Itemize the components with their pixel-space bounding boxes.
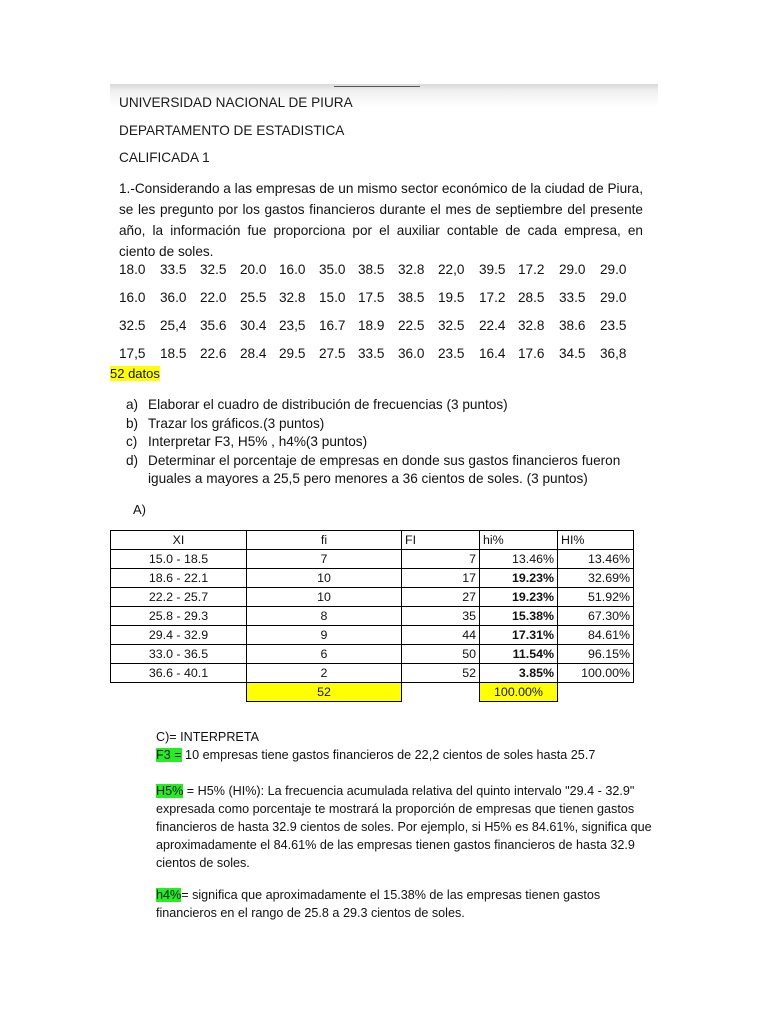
data-value: 38.5: [398, 290, 425, 305]
cumulative-frequency-cell: 17: [402, 569, 480, 588]
data-value: 27.5: [319, 346, 346, 361]
data-value: 22.6: [200, 346, 227, 361]
cumulative-frequency-cell: 27: [402, 588, 480, 607]
table-row: [111, 550, 634, 569]
h5-tag: H5%: [156, 784, 184, 798]
header-fi-cumulative: FI: [402, 531, 480, 550]
data-value: 29.0: [600, 290, 627, 305]
question-item: [126, 433, 646, 452]
cumulative-relative-percent-cell: 13.46%: [558, 550, 634, 569]
data-value: 17.5: [358, 290, 385, 305]
data-value: 33.5: [559, 290, 586, 305]
data-value: 32.8: [279, 290, 306, 305]
data-value: 34.5: [559, 346, 586, 361]
h4-interpretation: [156, 886, 666, 922]
question-text: Elaborar el cuadro de distribución de frecuencias (3 puntos): [148, 397, 508, 412]
data-value: 18.9: [358, 318, 385, 333]
relative-frequency-percent-cell: 3.85%: [480, 664, 558, 683]
table-row: [111, 626, 634, 645]
absolute-frequency-cell: 6: [247, 645, 402, 664]
table-total-row: [111, 683, 634, 702]
data-value: 36.0: [398, 346, 425, 361]
table-row: [111, 645, 634, 664]
data-value: 17.2: [479, 290, 506, 305]
table-row: [111, 569, 634, 588]
interpretation-title: C)= INTERPRETA: [156, 730, 259, 744]
header-hi-percent: hi%: [480, 531, 558, 550]
data-value: 28.4: [240, 346, 267, 361]
data-row: [119, 262, 659, 280]
absolute-frequency-cell: 10: [247, 588, 402, 607]
data-value: 17.2: [518, 262, 545, 277]
cumulative-relative-percent-cell: 100.00%: [558, 664, 634, 683]
relative-frequency-percent-cell: 15.38%: [480, 607, 558, 626]
h4-line-2: financieros en el rango de 25.8 a 29.3 cientos de soles.: [156, 906, 465, 920]
data-value: 16.7: [319, 318, 346, 333]
data-value: 15.0: [319, 290, 346, 305]
f3-text: 10 empresas tiene gastos financieros de 22,2 cientos de soles hasta 25.7: [181, 748, 596, 762]
total-fi: 52: [247, 683, 402, 702]
data-value: 17.6: [518, 346, 545, 361]
table-row: [111, 664, 634, 683]
relative-frequency-percent-cell: 19.23%: [480, 588, 558, 607]
absolute-frequency-cell: 2: [247, 664, 402, 683]
absolute-frequency-cell: 8: [247, 607, 402, 626]
cumulative-relative-percent-cell: 32.69%: [558, 569, 634, 588]
data-value: 16.4: [479, 346, 506, 361]
class-interval-cell: 33.0 - 36.5: [111, 645, 247, 664]
frequency-table: [110, 530, 634, 702]
answer-a-label: A): [133, 502, 146, 517]
header-hi-cumulative-percent: HI%: [558, 531, 634, 550]
data-value: 33.5: [358, 346, 385, 361]
f3-tag: F3 =: [156, 748, 182, 762]
cumulative-frequency-cell: 35: [402, 607, 480, 626]
header-fi: fi: [247, 531, 402, 550]
h4-tag: h4%: [156, 888, 182, 902]
question-letter: b): [126, 415, 139, 431]
cumulative-frequency-cell: 50: [402, 645, 480, 664]
h5-line-1: = H5% (HI%): La frecuencia acumulada relativa del quinto intervalo "29.4 - 32.9": [183, 784, 635, 798]
data-value: 22,0: [438, 262, 465, 277]
data-value: 16.0: [279, 262, 306, 277]
exam-title: CALIFICADA 1: [119, 150, 210, 165]
cumulative-relative-percent-cell: 67.30%: [558, 607, 634, 626]
data-value: 17,5: [119, 346, 146, 361]
data-value: 18.0: [119, 262, 146, 277]
data-value: 16.0: [119, 290, 146, 305]
absolute-frequency-cell: 10: [247, 569, 402, 588]
data-value: 38.5: [358, 262, 385, 277]
relative-frequency-percent-cell: 13.46%: [480, 550, 558, 569]
data-value: 35.6: [200, 318, 227, 333]
university-title: UNIVERSIDAD NACIONAL DE PIURA: [119, 95, 353, 110]
data-value: 36,8: [600, 346, 627, 361]
cumulative-relative-percent-cell: 84.61%: [558, 626, 634, 645]
class-interval-cell: 29.4 - 32.9: [111, 626, 247, 645]
count-note: [110, 365, 160, 382]
relative-frequency-percent-cell: 19.23%: [480, 569, 558, 588]
table-header-row: [111, 531, 634, 550]
data-value: 23.5: [600, 318, 627, 333]
data-value: 38.6: [559, 318, 586, 333]
cumulative-frequency-cell: 44: [402, 626, 480, 645]
data-value: 39.5: [479, 262, 506, 277]
data-value: 29.0: [559, 262, 586, 277]
data-value: 25,4: [160, 318, 187, 333]
question-text: Interpretar F3, H5% , h4%(3 puntos): [148, 434, 368, 449]
class-interval-cell: 15.0 - 18.5: [111, 550, 247, 569]
data-row: [119, 290, 659, 308]
question-letter: c): [126, 434, 138, 449]
data-value: 35.0: [319, 262, 346, 277]
question-list: [126, 396, 646, 489]
data-value: 36.0: [160, 290, 187, 305]
h4-line-1: = significa que aproximadamente el 15.38% de las empresas tienen gastos: [181, 888, 601, 902]
h5-interpretation: [156, 782, 666, 872]
cumulative-relative-percent-cell: 51.92%: [558, 588, 634, 607]
data-value: 22.4: [479, 318, 506, 333]
cumulative-frequency-cell: 7: [402, 550, 480, 569]
data-value: 28.5: [518, 290, 545, 305]
data-value: 32.5: [119, 318, 146, 333]
table-row: [111, 588, 634, 607]
department-title: DEPARTAMENTO DE ESTADISTICA: [119, 123, 345, 138]
data-row: [119, 346, 659, 364]
absolute-frequency-cell: 7: [247, 550, 402, 569]
absolute-frequency-cell: 9: [247, 626, 402, 645]
question-text: Trazar los gráficos.(3 puntos): [148, 415, 325, 431]
data-value: 32.5: [200, 262, 227, 277]
class-interval-cell: 36.6 - 40.1: [111, 664, 247, 683]
scan-top-rule: [334, 86, 420, 87]
h5-line-5: cientos de soles.: [156, 856, 250, 870]
h5-line-4: aproximadamente el 84.61% de las empresas tienen gastos financieros de hasta 32.9: [156, 838, 635, 852]
cumulative-relative-percent-cell: 96.15%: [558, 645, 634, 664]
data-value: 29.5: [279, 346, 306, 361]
data-row: [119, 318, 659, 336]
data-value: 19.5: [438, 290, 465, 305]
data-value: 30.4: [240, 318, 267, 333]
f3-interpretation: [156, 746, 666, 764]
question-text: Determinar el porcentaje de empresas en donde sus gastos financieros fueron iguales a mayores a 25,5 pero menores a 36 cientos de soles. (3 puntos): [148, 452, 621, 486]
data-value: 33.5: [160, 262, 187, 277]
data-value: 23,5: [279, 318, 306, 333]
data-value: 29.0: [600, 262, 627, 277]
data-value: 32.8: [518, 318, 545, 333]
question-item: [126, 415, 646, 434]
question-letter: d): [126, 452, 139, 468]
data-value: 25.5: [240, 290, 267, 305]
h5-line-3: financieros de hasta 32.9 cientos de soles. Por ejemplo, si H5% es 84.61%, significa que: [156, 820, 652, 834]
header-xi: XI: [111, 531, 247, 550]
count-note-text: 52 datos: [110, 366, 160, 381]
relative-frequency-percent-cell: 17.31%: [480, 626, 558, 645]
question-item: [126, 396, 646, 415]
data-value: 18.5: [160, 346, 187, 361]
data-value: 22.0: [200, 290, 227, 305]
class-interval-cell: 25.8 - 29.3: [111, 607, 247, 626]
data-value: 32.8: [398, 262, 425, 277]
relative-frequency-percent-cell: 11.54%: [480, 645, 558, 664]
data-value: 23.5: [438, 346, 465, 361]
question-letter: a): [126, 397, 139, 412]
h5-line-2: expresada como porcentaje te mostrará la proporción de empresas que tienen gastos: [156, 802, 635, 816]
class-interval-cell: 22.2 - 25.7: [111, 588, 247, 607]
question-item: [126, 452, 646, 489]
data-value: 22.5: [398, 318, 425, 333]
problem-statement: 1.-Considerando a las empresas de un mismo sector económico de la ciudad de Piura, se les pregunto por los gastos financieros durante el mes de septiembre del presente año, la información fue proporciona por el auxiliar contable de cada empresa, en ciento de soles.: [119, 181, 643, 259]
data-value: 32.5: [438, 318, 465, 333]
table-row: [111, 607, 634, 626]
total-hi: 100.00%: [480, 683, 558, 702]
cumulative-frequency-cell: 52: [402, 664, 480, 683]
data-value: 20.0: [240, 262, 267, 277]
class-interval-cell: 18.6 - 22.1: [111, 569, 247, 588]
